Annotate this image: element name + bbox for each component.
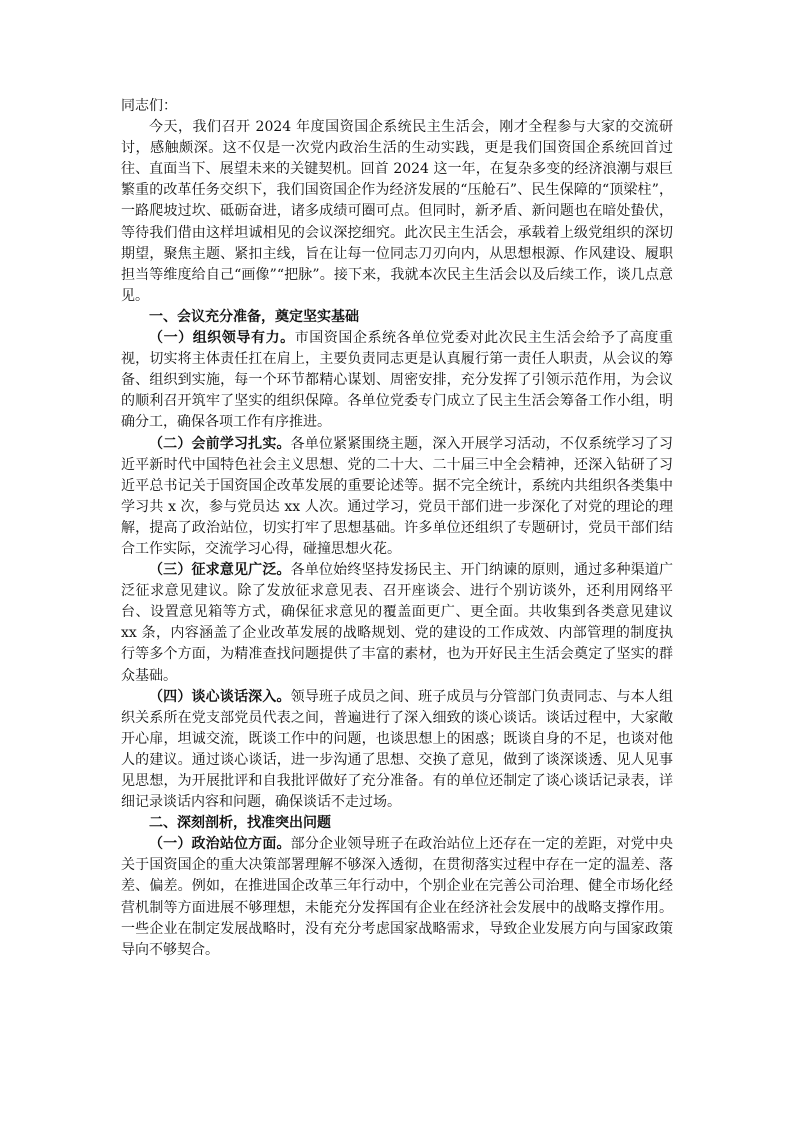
section-heading-2: 二、深刻剖析，找准突出问题: [149, 815, 331, 832]
section-1-item-3: [121, 560, 673, 687]
item-lead: （三）征求意见广泛。: [149, 562, 291, 579]
item-text: 各单位始终坚持发扬民主、开门纳谏的原则，通过多种渠道广泛征求意见建议。除了发放征求意见表、召开座谈会、进行个别访谈外，还利用网络平台、设置意见箱等方式，确保征求意见的覆盖面更广、更全面。共收集到各类意见建议 xx 条，内容涵盖了企业改革发展的战略规划、党的建设的工作成效、内部管理的制度执行等多个方面，为精准查找问题提供了丰富的素材，也为开好民主生活会奠定了坚实的群众基础。: [121, 562, 674, 684]
item-lead: （二）会前学习扎实。: [149, 435, 291, 452]
section-1-item-1: [121, 328, 673, 433]
item-text: 领导班子成员之间、班子成员与分管部门负责同志、与本人组织关系所在党支部党员代表之间，普遍进行了深入细致的谈心谈话。谈话过程中，大家敞开心扉，坦诚交流，既谈工作中的问题，也谈思想上的困惑；既谈自身的不足，也谈对他人的建议。通过谈心谈话，进一步沟通了思想、交换了意见，做到了谈深谈透、见人见事见思想，为开展批评和自我批评做好了充分准备。有的单位还制定了谈心谈话记录表，详细记录谈话内容和问题，确保谈话不走过场。: [121, 688, 674, 811]
section-1-item-4: [121, 687, 673, 814]
intro-paragraph: 今天，我们召开 2024 年度国资国企系统民主生活会，刚才全程参与大家的交流研讨，感触颇深。这不仅是一次党内政治生活的生动实践，更是我们国资国企系统回首过往、直面当下、展望未来的关键契机。回首 2024 这一年，在复杂多变的经济浪潮与艰巨繁重的改革任务交织下，我们国资国企作为经济发展的“压舱石”、民生保障的“顶梁柱”，一路爬坡过坎、砥砺奋进，诸多成绩可圈可点。但同时，新矛盾、新问题也在暗处蛰伏，等待我们借由这样坦诚相见的会议深挖细究。此次民主生活会，承载着上级党组织的深切期望，聚焦主题、紧扣主线，旨在让每一位同志刀刃向内，从思想根源、作风建设、履职担当等维度给自己“画像”“把脉”。接下来，我就本次民主生活会以及后续工作，谈几点意见。: [121, 119, 673, 304]
item-lead: （一）组织领导有力。: [149, 330, 295, 347]
document-body: [121, 96, 673, 961]
item-text: 各单位紧紧围绕主题，深入开展学习活动，不仅系统学习了习近平新时代中国特色社会主义思想、党的二十大、二十届三中全会精神，还深入钻研了习近平总书记关于国资国企改革发展的重要论述等。据不完全统计，系统内共组织各类集中学习共 x 次，参与党员达 xx 人次。通过学习，党员干部们进一步深化了对党的理论的理解，提高了政治站位，切实打牢了思想基础。许多单位还组织了专题研讨，党员干部们结合工作实际，交流学习心得，碰撞思想火花。: [121, 435, 674, 557]
section-heading-1: 一、会议充分准备，奠定坚实基础: [149, 308, 359, 325]
item-text: 部分企业领导班子在政治站位上还存在一定的差距，对党中央关于国资国企的重大决策部署理解不够深入透彻，在贯彻落实过程中存在一定的温差、落差、偏差。例如，在推进国企改革三年行动中，个别企业在完善公司治理、健全市场化经营机制等方面进展不够理想，未能充分发挥国有企业在经济社会发展中的战略支撑作用。一些企业在制定发展战略时，没有充分考虑国家战略需求，导致企业发展方向与国家政策导向不够契合。: [121, 836, 674, 958]
item-lead: （一）政治站位方面。: [149, 836, 291, 853]
item-text: 市国资国企系统各单位党委对此次民主生活会给予了高度重视，切实将主体责任扛在肩上，主要负责同志更是认真履行第一责任人职责，从会议的筹备、组织到实施，每一个环节都精心谋划、周密安排，充分发挥了引领示范作用，为会议的顺利召开筑牢了坚实的组织保障。各单位党委专门成立了民主生活会筹备工作小组，明确分工，确保各项工作有序推进。: [121, 330, 674, 431]
section-2-item-1: [121, 834, 673, 961]
salutation: 同志们：: [121, 98, 177, 114]
section-1-item-2: [121, 434, 673, 561]
item-lead: （四）谈心谈话深入。: [149, 688, 291, 705]
